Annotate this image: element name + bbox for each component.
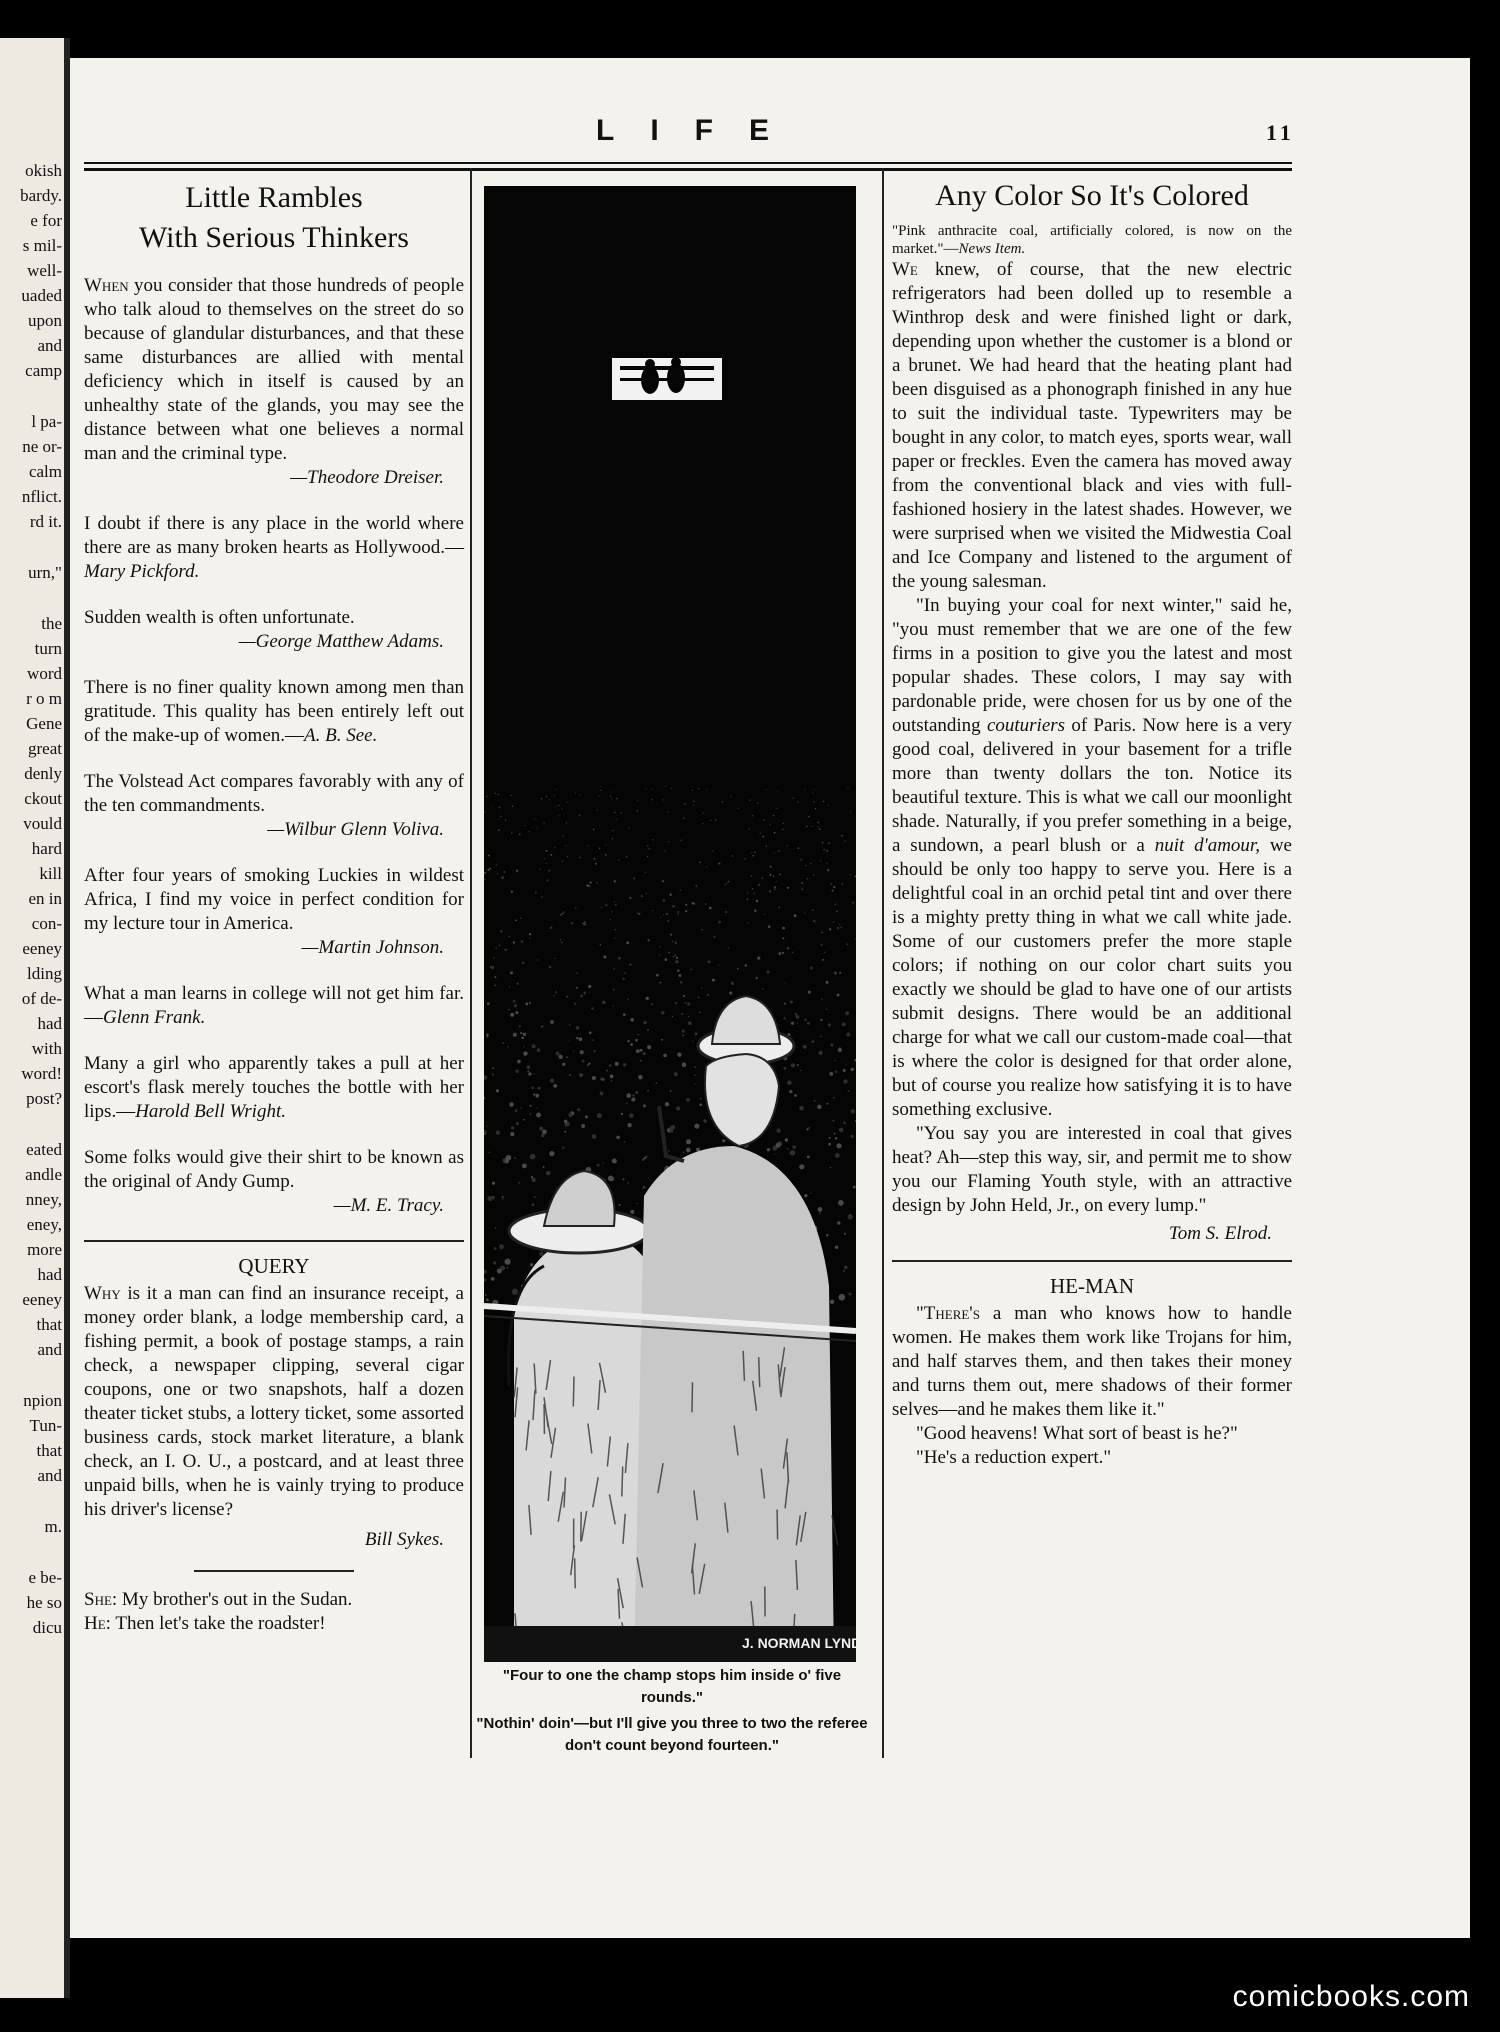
fragment-line: okish xyxy=(25,161,62,180)
quote-author: Mary Pickford. xyxy=(84,561,200,582)
fragment-line: and xyxy=(37,1340,62,1359)
fragment-line: rd it. xyxy=(29,512,62,531)
quote-body: There is no finer quality known among men than gratitude. This quality has been entirely left out of the make-up of women.— xyxy=(84,677,464,746)
query-title: QUERY xyxy=(238,1254,310,1278)
quote-author: —Wilbur Glenn Voliva. xyxy=(267,819,444,840)
fragment-line: m. xyxy=(44,1517,62,1536)
fragment-line: ckout xyxy=(24,789,62,808)
paragraph-2 xyxy=(892,594,1292,1122)
paragraph-1-body: knew, of course, that the new electric refrigerators had been dolled up to resemble a Winthrop desk and were finished light or dark, depending upon whether the customer is a blond or a brunet. We had heard that the heating plant had been disguised as a phonograph finished in any hue to suit the individual taste. Typewriters may be bought in any color, to match eyes, sports wear, wall paper or freckles. Even the camera has moved away from the conventional black and vies with full-fashioned hosiery in the latest shades. However, we were surprised when we visited the Midwestia Coal and Ice Company and listened to the argument of the young salesman. xyxy=(892,259,1292,592)
fragment-line: great xyxy=(28,739,62,758)
adjacent-page-text xyxy=(0,38,64,1666)
paragraph-2-em2: nuit d'amour, xyxy=(1154,835,1260,856)
fragment-line: turn xyxy=(34,639,62,658)
fragment-line: and xyxy=(37,1466,62,1485)
query-text xyxy=(84,1282,464,1522)
line-he: : Then let's take the roadster! xyxy=(105,1613,326,1634)
heman-paragraph-3: "He's a reduction expert." xyxy=(916,1447,1112,1468)
quote-author: —Theodore Dreiser. xyxy=(290,467,444,488)
fragment-line: kill xyxy=(39,864,62,883)
fragment-line: e for xyxy=(30,211,62,230)
title-line-2: With Serious Thinkers xyxy=(139,221,409,254)
paragraph-2-c: we should be only too happy to serve you. Here is a delightful coal in an orchid petal tint and over there is a mighty pretty thing in what we call white jade. Some of our customers prefer the more staple colors; if nothing on our color chart suits you exactly we should be glad to have one of our artists submit designs. There would be an additional charge for what we call our custom-made coal—that is where the color is designed for that order alone, but of course you realize how satisfying it is to have something exclusive. xyxy=(892,835,1292,1120)
query-author: Bill Sykes. xyxy=(364,1529,444,1550)
heman-lead: "There's xyxy=(916,1303,980,1324)
quote-body: What a man learns in college will not get him far.— xyxy=(84,983,464,1028)
fragment-gap xyxy=(0,1488,64,1514)
fragment-line: e be- xyxy=(28,1568,62,1587)
fragment-line: eeney xyxy=(22,1290,62,1309)
artist-signature: J. NORMAN LYND. xyxy=(742,1635,856,1651)
quote-item xyxy=(84,676,464,748)
heman-title: HE-MAN xyxy=(1050,1274,1134,1298)
fragment-line: s mil- xyxy=(22,236,62,255)
fragment-gap xyxy=(0,585,64,611)
fragment-line: nflict. xyxy=(21,487,62,506)
joke-rule xyxy=(194,1570,354,1572)
speaker-she: She xyxy=(84,1589,112,1610)
joke-he xyxy=(84,1612,464,1636)
quote-text xyxy=(84,274,464,466)
heman-paragraph-1 xyxy=(892,1302,1292,1422)
quote-text xyxy=(84,770,464,818)
quote-text xyxy=(84,1052,464,1124)
article-author: Tom S. Elrod. xyxy=(1168,1223,1272,1244)
fragment-line: that xyxy=(36,1315,62,1334)
quote-body: Sudden wealth is often unfortunate. xyxy=(84,607,355,628)
quote-author: —M. E. Tracy. xyxy=(333,1195,444,1216)
fragment-line: Gene xyxy=(26,714,62,733)
epigraph xyxy=(892,222,1292,258)
cartoon-caption xyxy=(476,1665,868,1757)
quote-text xyxy=(84,982,464,1030)
caption-line-2: "Nothin' doin'—but I'll give you three to two the referee don't count beyond fourteen." xyxy=(476,1715,868,1754)
fragment-line: camp xyxy=(25,361,62,380)
fragment-gap xyxy=(0,534,64,560)
fragment-line: bardy. xyxy=(20,186,62,205)
fragment-line: urn," xyxy=(28,563,62,582)
quote-author: Glenn Frank. xyxy=(103,1007,206,1028)
quote-text xyxy=(84,1146,464,1194)
quote-item xyxy=(84,274,464,490)
quote-item xyxy=(84,982,464,1030)
column-right xyxy=(892,176,1292,1470)
quote-text xyxy=(84,864,464,936)
fragment-line: upon xyxy=(28,311,62,330)
fragment-line: l pa- xyxy=(31,412,62,431)
query-body: is it a man can find an insurance receipt, a money order blank, a lodge membership card, a fishing permit, a book of postage stamps, a rain check, a newspaper clipping, several cigar coupons, one or two snapshots, half a dozen theater ticket stubs, a lottery ticket, some assorted business cards, stock market literature, a blank check, an I. O. U., a postcard, and at least three unpaid bills, when he is vainly trying to produce his driver's license? xyxy=(84,1283,464,1520)
section-rule xyxy=(84,1240,464,1242)
fragment-line: uaded xyxy=(21,286,62,305)
fragment-line: hard xyxy=(31,839,62,858)
adjacent-page-fragment xyxy=(0,38,70,1998)
boxing-ring xyxy=(612,357,722,400)
quote-text xyxy=(84,512,464,584)
fragment-line: nney, xyxy=(25,1190,62,1209)
paragraph-2-b: of Paris. Now here is a very good coal, delivered in your basement for a trifle more than twenty dollars the ton. Notice its beautiful texture. This is what we call our moonlight shade. Naturally, if you prefer something in a beige, a sundown, a pearl blush or a xyxy=(892,715,1292,856)
line-she: : My brother's out in the Sudan. xyxy=(111,1589,353,1610)
fragment-line: eeney xyxy=(22,939,62,958)
fragment-line: had xyxy=(37,1265,62,1284)
page-number: 11 xyxy=(1266,120,1295,145)
fragment-line: denly xyxy=(24,764,62,783)
paragraph-2-em1: couturiers xyxy=(986,715,1066,736)
column-divider-right xyxy=(882,168,884,1758)
epigraph-text: "Pink anthracite coal, artificially colored, is now on the market."— xyxy=(892,223,1292,257)
joke-she xyxy=(84,1588,464,1612)
quote-text xyxy=(84,676,464,748)
epigraph-source: News Item. xyxy=(958,241,1026,257)
quote-author: Harold Bell Wright. xyxy=(135,1101,286,1122)
query-lead: Why xyxy=(84,1283,121,1304)
fragment-line: lding xyxy=(27,964,62,983)
watermark: comicbooks.com xyxy=(1232,1980,1470,2013)
quote-item xyxy=(84,864,464,960)
quote-body: I doubt if there is any place in the world where there are as many broken hearts as Hollywood.— xyxy=(84,513,464,558)
quote-body: The Volstead Act compares favorably with any of the ten commandments. xyxy=(84,771,464,816)
quote-item xyxy=(84,770,464,842)
caption-line-1: "Four to one the champ stops him inside o' five rounds." xyxy=(502,1667,842,1706)
header-rule-thick xyxy=(84,168,1292,171)
speaker-he: He xyxy=(84,1613,106,1634)
fragment-line: andle xyxy=(25,1165,62,1184)
quote-author: —Martin Johnson. xyxy=(301,937,444,958)
fragment-line: word! xyxy=(21,1064,62,1083)
fragment-line: had xyxy=(37,1014,62,1033)
heman-paragraph-2: "Good heavens! What sort of beast is he?" xyxy=(916,1423,1238,1444)
fragment-line: vould xyxy=(23,814,62,833)
fragment-line: the xyxy=(41,614,62,633)
quotes-list xyxy=(84,274,464,1218)
article-title xyxy=(84,178,464,258)
quote-item xyxy=(84,1052,464,1124)
fragment-gap xyxy=(0,383,64,409)
fragment-line: of de- xyxy=(21,989,62,1008)
fragment-line: dicu xyxy=(32,1618,62,1637)
column-divider-left xyxy=(470,168,472,1758)
magazine-title: LIFE xyxy=(596,114,805,147)
header-rule xyxy=(84,162,1292,164)
fragment-line: eated xyxy=(26,1140,62,1159)
section-rule-right xyxy=(892,1260,1292,1262)
quote-item xyxy=(84,1146,464,1218)
paragraph-2-a: "In buying your coal for next winter," said he, "you must remember that we are one of the few firms in a position to give you the latest and most popular shades. These colors, I may say with pardonable pride, were chosen for us by one of the outstanding xyxy=(892,595,1292,736)
fragment-line: ne or- xyxy=(22,437,62,456)
quote-item xyxy=(84,512,464,584)
fragment-gap xyxy=(0,1640,64,1666)
quote-body: After four years of smoking Luckies in wildest Africa, I find my voice in perfect condition for my lecture tour in America. xyxy=(84,865,464,934)
fragment-line: en in xyxy=(28,889,62,908)
quote-lead: When xyxy=(84,275,129,296)
fragment-gap xyxy=(0,1111,64,1137)
fragment-gap xyxy=(0,1362,64,1388)
fragment-line: that xyxy=(36,1441,62,1460)
quote-item xyxy=(84,606,464,654)
fragment-gap xyxy=(0,1539,64,1565)
fragment-line: with xyxy=(31,1039,62,1058)
column-left xyxy=(84,176,464,1636)
fragment-line: eney, xyxy=(26,1215,62,1234)
quote-body: Many a girl who apparently takes a pull at her escort's flask merely touches the bottle with her lips.— xyxy=(84,1053,464,1122)
quote-body: you consider that those hundreds of people who talk aloud to themselves on the street do so because of glandular disturbances, and that these same disturbances are allied with mental deficiency which in itself is caused by an unhealthy state of the glands, you may see the distance between what one believes a normal man and the criminal type. xyxy=(84,275,464,464)
fragment-line: r o m xyxy=(26,689,62,708)
fragment-line: npion xyxy=(23,1391,62,1410)
fragment-line: he so xyxy=(26,1593,62,1612)
fragment-line: well- xyxy=(27,261,62,280)
title-line-1: Little Rambles xyxy=(185,181,363,214)
quote-body: Some folks would give their shirt to be known as the original of Andy Gump. xyxy=(84,1147,464,1192)
boxing-crowd-drawing xyxy=(484,186,856,1662)
article-title-color: Any Color So It's Colored xyxy=(935,179,1249,212)
fragment-line: calm xyxy=(28,462,62,481)
fragment-line: Tun- xyxy=(29,1416,62,1435)
paragraph-3: "You say you are interested in coal that gives heat? Ah—step this way, sir, and permit me to show you our Flaming Youth style, with an attractive design by John Held, Jr., on every lump." xyxy=(892,1123,1292,1216)
fragment-line: more xyxy=(27,1240,62,1259)
fragment-line: word xyxy=(27,664,62,683)
fragment-line: con- xyxy=(31,914,62,933)
cartoon-illustration xyxy=(484,186,856,1662)
quote-text xyxy=(84,606,464,630)
fragment-line: and xyxy=(37,336,62,355)
paragraph-1-lead: We xyxy=(892,259,918,280)
paragraph-1 xyxy=(892,258,1292,594)
heman-body: a man who knows how to handle women. He makes them work like Trojans for him, and half starves them, and then takes their money and turns them out, mere shadows of their former selves—and he makes them like it." xyxy=(892,1303,1292,1420)
quote-author: —George Matthew Adams. xyxy=(238,631,444,652)
fragment-line: post? xyxy=(26,1089,62,1108)
quote-author: A. B. See. xyxy=(304,725,378,746)
